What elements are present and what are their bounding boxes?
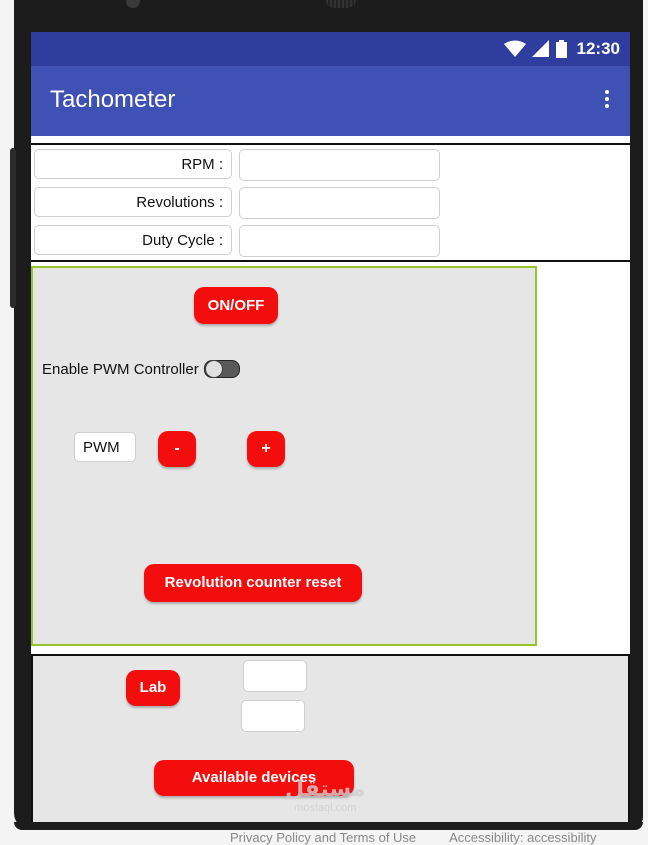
phone-bezel-bottom xyxy=(14,822,643,830)
available-devices-button[interactable]: Available devices xyxy=(154,760,354,796)
revolutions-label: Revolutions : xyxy=(34,187,232,217)
lab-button[interactable]: Lab xyxy=(126,670,180,706)
on-off-button[interactable]: ON/OFF xyxy=(194,287,278,324)
duty-cycle-value xyxy=(239,225,440,257)
battery-icon xyxy=(556,40,567,58)
camera-icon xyxy=(126,0,140,8)
watermark-text: مستقل xyxy=(285,776,366,801)
accessibility-link[interactable]: Accessibility: accessibility xyxy=(449,830,597,845)
app-title: Tachometer xyxy=(50,86,176,113)
device-field-2[interactable] xyxy=(241,700,305,732)
pwm-toggle-switch[interactable] xyxy=(204,360,240,378)
status-icons xyxy=(504,38,620,60)
phone-bezel-top xyxy=(14,0,640,32)
device-panel xyxy=(31,654,630,822)
app-bar xyxy=(31,66,630,136)
device-field-1[interactable] xyxy=(243,660,307,692)
speaker-grille xyxy=(326,0,356,8)
pwm-increase-button[interactable]: + xyxy=(247,431,285,467)
status-clock: 12:30 xyxy=(576,39,620,58)
watermark-logo xyxy=(285,776,365,814)
phone-side-button xyxy=(10,148,16,308)
revolutions-value xyxy=(239,187,440,219)
app-screen xyxy=(31,32,630,822)
pwm-decrease-button[interactable]: - xyxy=(158,431,196,467)
wifi-icon xyxy=(504,40,526,58)
duty-cycle-label: Duty Cycle : xyxy=(34,225,232,255)
readings-table xyxy=(31,143,630,262)
phone-bezel-left xyxy=(14,0,31,830)
pwm-toggle-label: Enable PWM Controller xyxy=(42,361,199,378)
signal-icon xyxy=(532,40,550,58)
control-panel xyxy=(31,266,537,646)
pwm-input[interactable]: PWM xyxy=(74,432,136,462)
phone-bezel-right xyxy=(630,0,643,830)
toggle-knob xyxy=(205,360,223,378)
revolution-reset-button[interactable]: Revolution counter reset xyxy=(144,564,362,602)
status-bar xyxy=(31,32,630,66)
page-footer xyxy=(230,830,626,845)
rpm-value xyxy=(239,149,440,181)
rpm-label: RPM : xyxy=(34,149,232,179)
overflow-menu-icon[interactable] xyxy=(604,90,610,110)
privacy-link[interactable]: Privacy Policy and Terms of Use xyxy=(230,830,417,845)
watermark-subtext: mostaql.com xyxy=(294,802,357,814)
